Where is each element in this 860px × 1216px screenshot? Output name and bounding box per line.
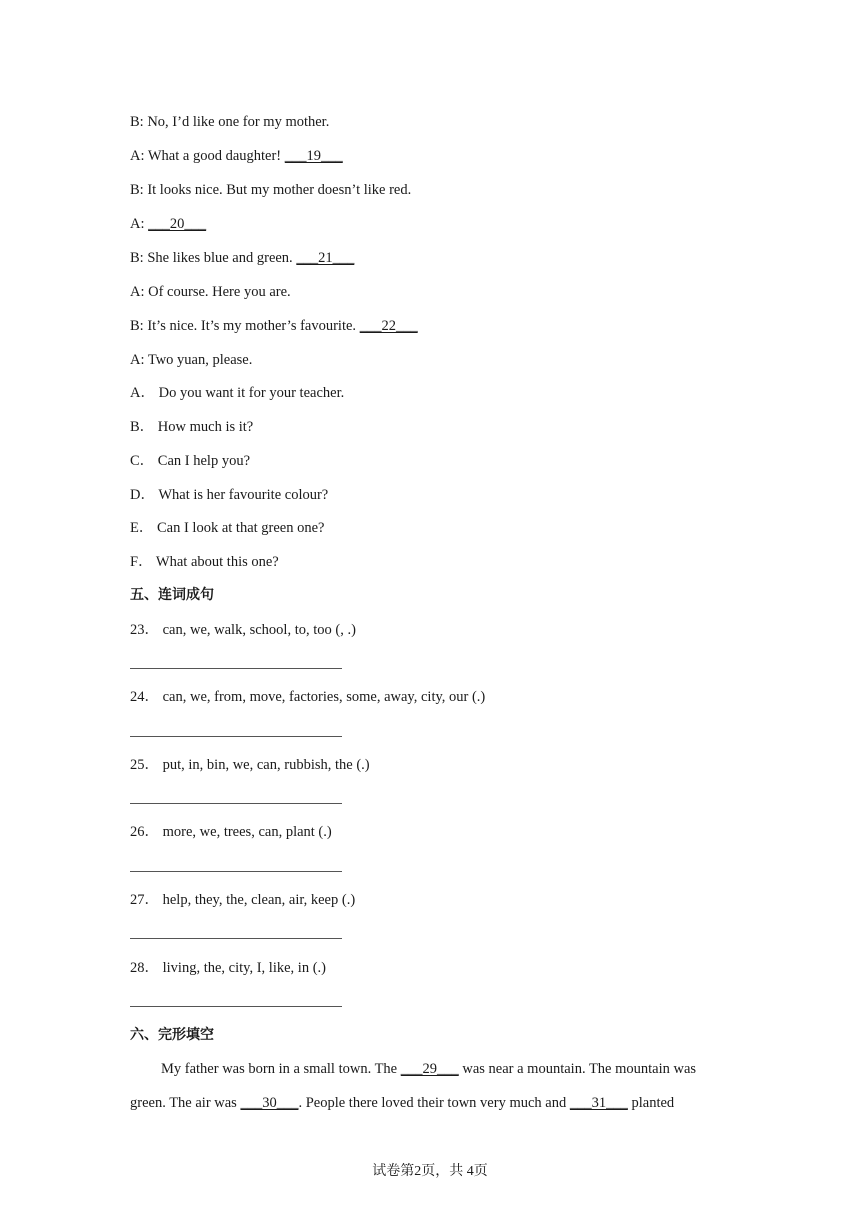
blank-29[interactable]: ___29___ [400,1061,459,1077]
dialogue-text: B: No, I’d like one for my mother. [130,114,330,130]
dialogue-text: A: Of course. Here you are. [130,284,291,300]
cloze-text: planted [627,1095,675,1111]
option-f: F． What about this one? [130,554,279,570]
cloze-text: green. The air was [130,1095,241,1111]
section-5-heading: 五、连词成句 [130,587,214,603]
answer-line-27[interactable] [130,938,342,939]
dialogue-line-7 [130,316,418,336]
dialogue-text: B: It’s nice. It’s my mother’s favourite. [130,318,360,334]
answer-line-24[interactable] [130,736,342,737]
dialogue-line-4 [130,214,206,234]
cloze-text: My father was born in a small town. The [161,1061,401,1077]
answer-line-25[interactable] [130,803,342,804]
answer-line-23[interactable] [130,668,342,669]
blank-19[interactable]: ___19___ [284,148,343,164]
answer-line-28[interactable] [130,1006,342,1007]
cloze-text: was near a mountain. The mountain was [458,1061,697,1077]
option-a: A． Do you want it for your teacher. [130,385,345,401]
dialogue-text: A: Two yuan, please. [130,352,253,368]
option-e: E． Can I look at that green one? [130,520,325,536]
dialogue-line-1 [130,112,329,132]
blank-30[interactable]: ___30___ [240,1095,299,1111]
answer-line-26[interactable] [130,871,342,872]
blank-21[interactable]: ___21___ [296,250,355,266]
question-26: 26． more, we, trees, can, plant (.) [130,824,332,840]
page-footer: 试卷第2页，共 4页 [372,1164,488,1179]
option-d: D． What is her favourite colour? [130,487,329,503]
dialogue-text: A: [130,216,149,232]
question-24: 24． can, we, from, move, factories, some, away, city, our (.) [130,689,486,705]
dialogue-line-5 [130,248,354,268]
cloze-text: . People there loved their town very much and [298,1095,570,1111]
blank-22[interactable]: ___22___ [359,318,418,334]
question-23: 23． can, we, walk, school, to, too (, .) [130,622,356,638]
dialogue-text: B: She likes blue and green. [130,250,297,266]
cloze-line-1 [161,1059,761,1079]
dialogue-text: B: It looks nice. But my mother doesn’t like red. [130,182,412,198]
cloze-line-2 [130,1093,730,1113]
blank-31[interactable]: ___31___ [569,1095,628,1111]
option-c: C． Can I help you? [130,453,251,469]
question-28: 28． living, the, city, I, like, in (.) [130,960,326,976]
dialogue-line-8 [130,350,252,370]
dialogue-text: A: What a good daughter! [130,148,285,164]
dialogue-line-3 [130,180,411,200]
question-27: 27． help, they, the, clean, air, keep (.) [130,892,356,908]
dialogue-line-2 [130,146,343,166]
dialogue-line-6 [130,282,291,302]
option-b: B． How much is it? [130,419,254,435]
blank-20[interactable]: ___20___ [148,216,207,232]
question-25: 25． put, in, bin, we, can, rubbish, the (.) [130,757,370,773]
section-6-heading: 六、完形填空 [130,1027,214,1043]
